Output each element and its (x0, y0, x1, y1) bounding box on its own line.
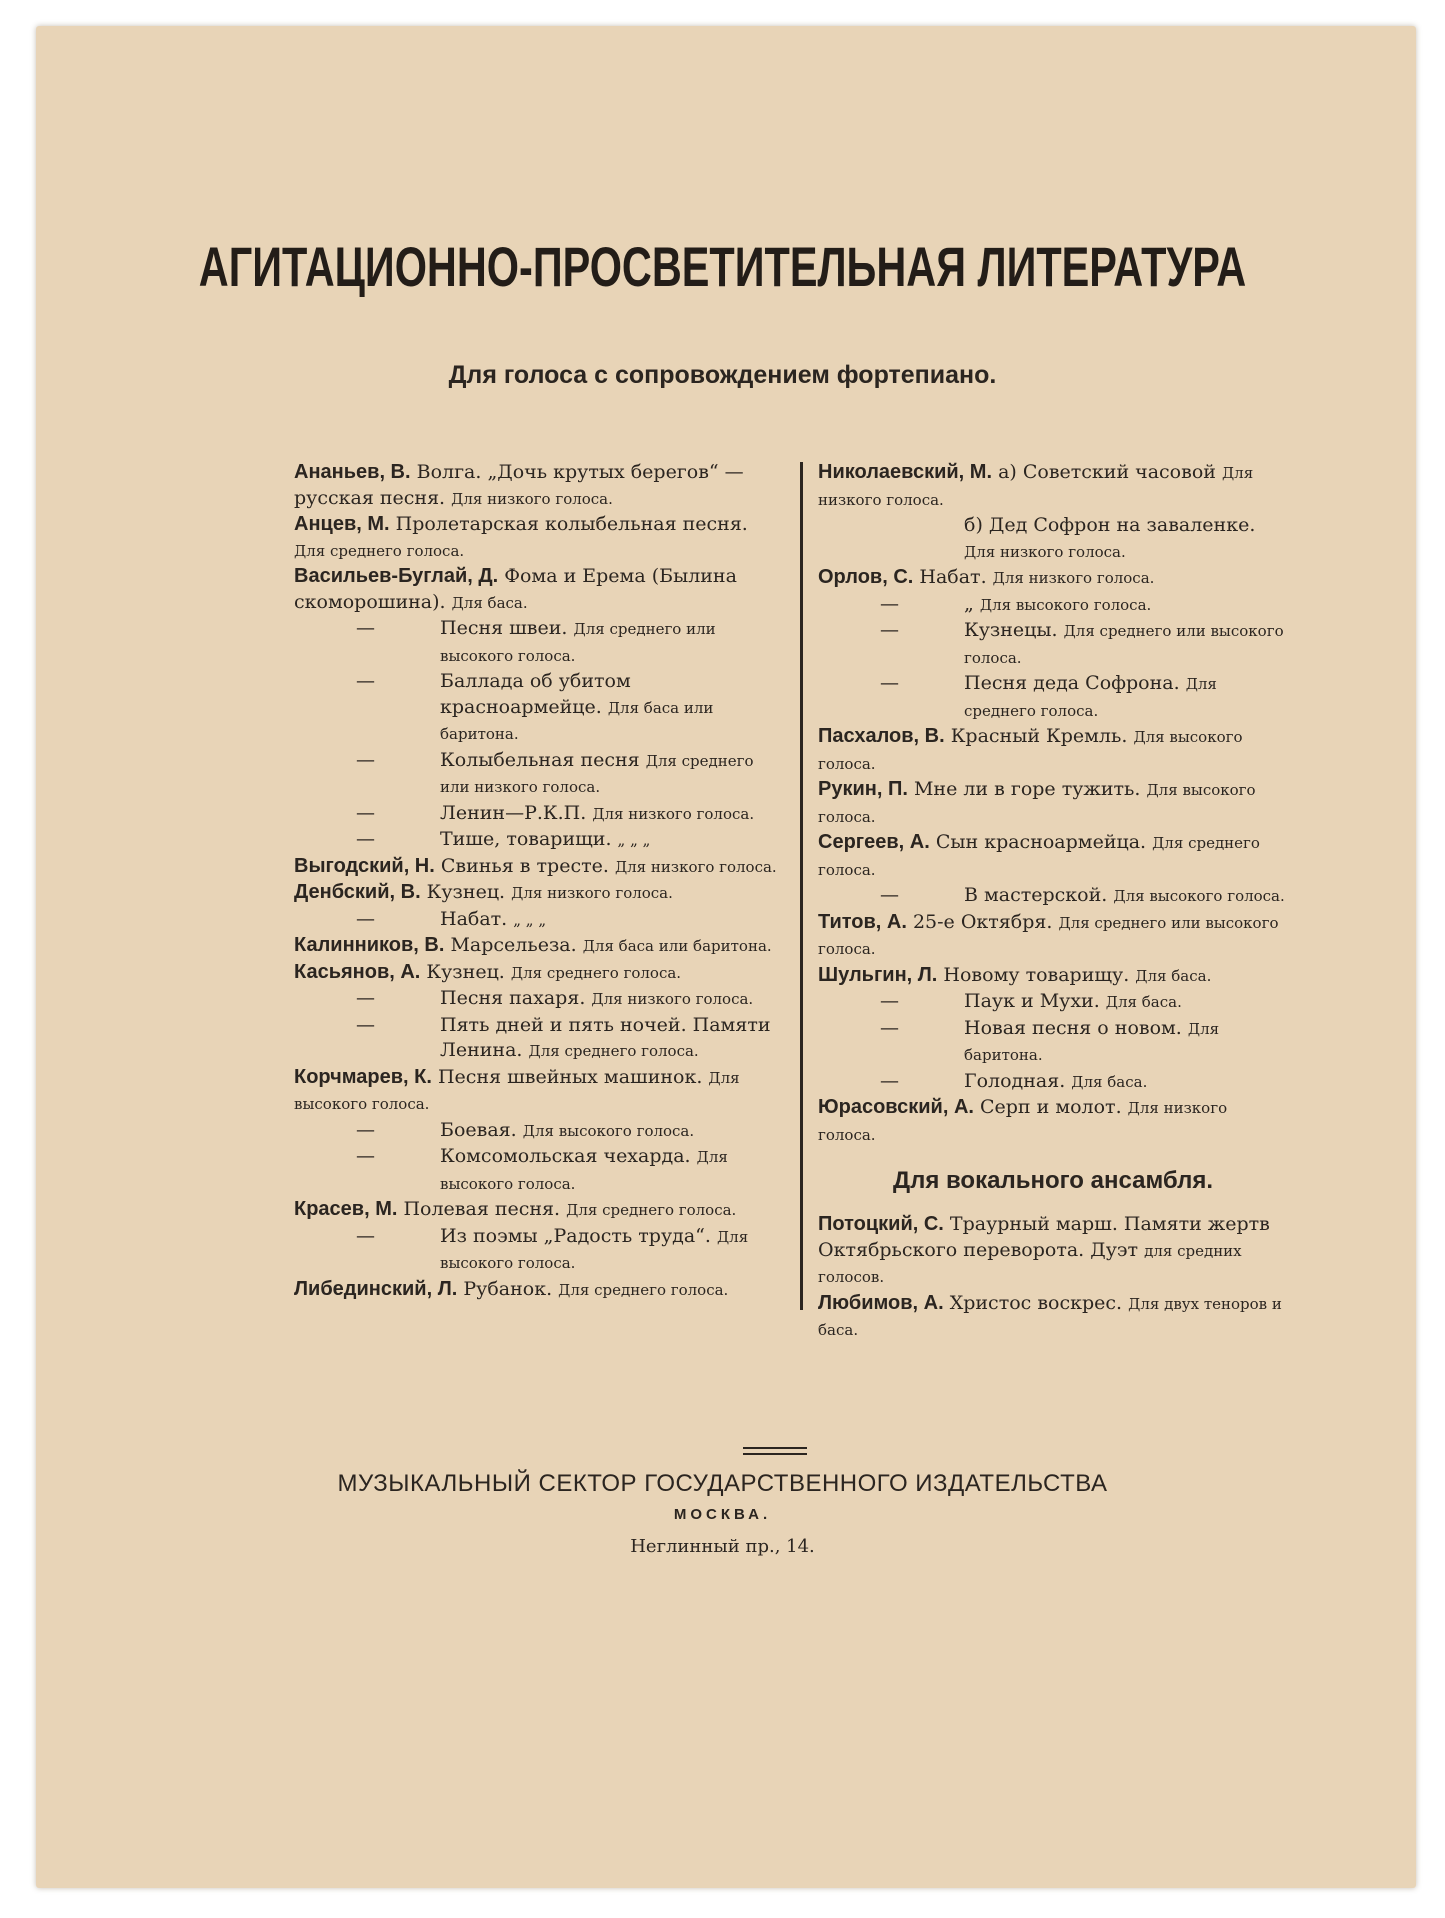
entry-work: Кузнец. (426, 881, 506, 903)
entry-work: Баллада об убитом красноармейце. (440, 670, 631, 718)
entry-voice: Для среднего голоса. (566, 1201, 737, 1219)
entry-voice: Для среднего или высокого голоса. (964, 622, 1284, 667)
entry-work: Траурный марш. Памяти жертв Октябрьского переворота. Дуэт (818, 1213, 1270, 1261)
entry-work: Голодная. (964, 1069, 1066, 1092)
entry-work: а) Советский часовой (998, 461, 1216, 483)
list-item (294, 1197, 784, 1224)
entry-work: Волга. „Дочь крутых берегов“ — русская песня. (294, 461, 744, 509)
list-item (294, 801, 784, 828)
entry-author: Любимов, А. (818, 1291, 944, 1314)
list-item (818, 883, 1288, 910)
list-item (818, 1095, 1288, 1148)
entry-work: Набат. (440, 907, 508, 930)
list-item (294, 854, 784, 881)
entry-voice: Для среднего голоса. (964, 675, 1217, 720)
list-item (818, 777, 1288, 830)
entry-author: Денбский, В. (294, 881, 421, 903)
ditto-dash: — (880, 619, 899, 641)
ditto-dash: — (880, 1069, 899, 1092)
entry-voice: Для низкого голоса. (818, 1099, 1228, 1144)
ditto-dash: — (356, 828, 375, 850)
entry-voice: Для низкого голоса. (591, 990, 754, 1008)
entry-voice: Для баса. (1071, 1072, 1148, 1091)
entry-voice: Для среднего голоса. (558, 1280, 729, 1299)
list-item (294, 1144, 784, 1197)
list-item (818, 963, 1288, 990)
entry-author: Пасхалов, В. (818, 725, 945, 747)
ditto-dash: — (356, 1224, 375, 1247)
footer-rule-bottom (743, 1453, 807, 1455)
ditto-dash: — (356, 1013, 375, 1036)
list-item (294, 1013, 784, 1065)
entry-author: Корчмарев, К. (294, 1065, 432, 1088)
right-column (818, 460, 1288, 1344)
entry-author: Сергеев, А. (818, 831, 930, 853)
entry-voice: „ „ „ (617, 831, 651, 849)
entry-voice: Для низкого голоса. (992, 569, 1155, 587)
list-item (818, 830, 1288, 883)
list-item (294, 564, 784, 616)
list-item (294, 960, 784, 987)
list-item (818, 1016, 1288, 1069)
entry-voice: Для среднего голоса. (528, 1042, 699, 1060)
entry-voice: Для среднего голоса. (818, 834, 1260, 879)
entry-work: Кузнецы. (964, 619, 1058, 641)
entry-voice: Для низкого голоса. (964, 542, 1126, 561)
entry-author: Шульгин, Л. (818, 963, 938, 986)
entry-author: Орлов, С. (818, 566, 914, 588)
entry-voice: Для низкого голоса. (614, 857, 777, 876)
entry-voice: Для среднего голоса. (510, 963, 682, 982)
entry-work: Мне ли в горе тужить. (913, 778, 1141, 800)
entry-voice: Для низкого голоса. (818, 464, 1254, 509)
entry-work: „ (964, 592, 974, 615)
list-item (294, 512, 784, 564)
entry-work: Серп и молот. (979, 1096, 1122, 1118)
publisher-address: Неглинный пр., 14. (630, 1536, 815, 1557)
entry-voice: Для среднего или низкого голоса. (440, 751, 754, 796)
entry-work: Пролетарская колыбельная песня. (395, 513, 748, 535)
page-title: АГИТАЦИОННО-ПРОСВЕТИТЕЛЬНАЯ ЛИТЕРАТУРА (198, 235, 1247, 298)
ensemble-heading: Для вокального ансамбля. (892, 1167, 1214, 1194)
list-item (818, 1069, 1288, 1096)
entry-work: Кузнец. (426, 960, 505, 983)
list-item (294, 616, 784, 669)
list-item (294, 1224, 784, 1277)
ditto-dash: — (880, 990, 899, 1012)
ditto-dash: — (880, 1016, 899, 1039)
list-item (818, 618, 1288, 671)
list-item (294, 827, 784, 854)
entry-author: Красев, М. (294, 1198, 398, 1220)
entry-author: Потоцкий, С. (818, 1213, 944, 1235)
entry-work: Комсомольская чехарда. (440, 1145, 691, 1167)
list-item (818, 513, 1288, 565)
entry-work: Ленин—Р.К.П. (440, 801, 587, 824)
entry-work: Боевая. (440, 1118, 517, 1141)
entry-voice: Для баса или баритона. (582, 937, 772, 955)
list-item (818, 460, 1288, 513)
entry-voice: Для баса. (1135, 966, 1212, 985)
entry-voice: Для баса. (1105, 993, 1182, 1011)
entry-work: Сын красноармейца. (935, 831, 1147, 853)
entry-author: Титов, А. (818, 910, 907, 933)
left-column (294, 460, 784, 1303)
ditto-dash: — (356, 1118, 375, 1141)
entry-work: Паук и Мухи. (964, 990, 1100, 1012)
entry-author: Анцев, М. (294, 513, 390, 535)
entry-voice: Для высокого голоса. (294, 1068, 740, 1113)
ditto-dash: — (880, 672, 899, 694)
entry-work: Свинья в тресте. (440, 854, 609, 877)
entry-work: б) Дед Софрон на заваленке. (964, 514, 1256, 536)
entry-work: Песня пахаря. (440, 987, 586, 1009)
ditto-dash: — (880, 884, 899, 906)
list-item (294, 460, 784, 512)
entry-voice: Для баса. (451, 593, 528, 612)
entry-author: Касьянов, А. (294, 960, 421, 983)
list-item (294, 1065, 784, 1118)
entry-work: Фома и Ерема (Былина скоморошина). (294, 565, 737, 613)
ditto-dash: — (356, 987, 375, 1009)
entry-work: Новому товарищу. (943, 963, 1130, 986)
entry-work: Красный Кремль. (950, 725, 1128, 747)
entry-voice: Для высокого голоса. (979, 595, 1152, 614)
list-item (818, 592, 1288, 619)
entry-voice: Для низкого голоса. (511, 884, 673, 902)
footer-rule-top (743, 1447, 807, 1449)
entry-work: Колыбельная песня (440, 748, 640, 771)
ditto-dash: — (356, 907, 375, 930)
entry-voice: Для среднего или высокого голоса. (440, 620, 716, 665)
list-item (818, 1212, 1288, 1291)
list-item (818, 989, 1288, 1016)
list-item (294, 907, 784, 934)
entry-work: Рубанок. (463, 1277, 553, 1300)
entry-work: Тише, товарищи. (440, 828, 612, 850)
entry-work: Из поэмы „Радость труда“. (440, 1224, 711, 1247)
entry-author: Юрасовский, А. (818, 1096, 974, 1118)
column-divider (800, 462, 803, 1310)
entry-work: 25-е Октября. (912, 910, 1053, 933)
list-item (818, 724, 1288, 777)
publisher-name: МУЗЫКАЛЬНЫЙ СЕКТОР ГОСУДАРСТВЕННОГО ИЗДАТЕЛЬСТВА (337, 1470, 1108, 1497)
entry-author: Выгодский, Н. (294, 854, 435, 877)
list-item (294, 748, 784, 801)
entry-work: Пять дней и пять ночей. Памяти Ленина. (440, 1013, 771, 1061)
entry-voice: Для высокого голоса. (440, 1227, 749, 1272)
entry-voice: Для двух теноров и баса. (818, 1294, 1282, 1339)
list-item (294, 1277, 784, 1304)
list-item (818, 671, 1288, 724)
entry-voice: Для высокого голоса. (1113, 887, 1285, 905)
entry-voice: Для среднего или высокого голоса. (818, 913, 1279, 958)
entry-voice: Для низкого голоса. (451, 489, 613, 508)
entry-author: Калинников, В. (294, 934, 445, 956)
entry-author: Ананьев, В. (294, 461, 411, 483)
list-item (294, 1118, 784, 1145)
entry-work: Полевая песня. (403, 1198, 561, 1220)
ditto-dash: — (356, 617, 375, 639)
entry-work: Христос воскрес. (949, 1291, 1123, 1314)
list-item (294, 880, 784, 907)
entry-voice: Для среднего голоса. (294, 541, 465, 560)
entry-voice: „ „ „ (513, 910, 547, 929)
entry-voice: Для высокого голоса. (522, 1121, 695, 1140)
entry-work: Песня деда Софрона. (964, 672, 1180, 694)
page-subtitle: Для голоса с сопровождением фортепиано. (448, 361, 997, 389)
entry-voice: Для баса или баритона. (440, 698, 714, 743)
ditto-dash: — (880, 592, 899, 615)
list-item (818, 910, 1288, 963)
list-item (818, 1291, 1288, 1344)
entry-voice: Для низкого голоса. (592, 804, 755, 823)
list-item (294, 933, 784, 960)
ditto-dash: — (356, 1145, 375, 1167)
entry-author: Либединский, Л. (294, 1277, 458, 1300)
entry-work: Новая песня о новом. (964, 1016, 1182, 1039)
list-item (294, 986, 784, 1013)
ditto-dash: — (356, 670, 375, 692)
entry-voice: Для высокого голоса. (818, 728, 1243, 773)
entry-work: В мастерской. (964, 884, 1108, 906)
entry-voice: для средних голосов. (818, 1241, 1242, 1286)
list-item (294, 669, 784, 748)
entry-work: Песня швейных машинок. (437, 1065, 703, 1088)
entry-voice: Для баритона. (964, 1019, 1220, 1064)
entry-author: Рукин, П. (818, 778, 908, 800)
entry-work: Марсельеза. (450, 934, 577, 956)
entry-voice: Для высокого голоса. (818, 781, 1256, 826)
entry-work: Песня швеи. (440, 617, 568, 639)
entry-work: Набат. (919, 566, 987, 588)
publisher-city: МОСКВА. (673, 1506, 772, 1523)
list-item (818, 565, 1288, 592)
ditto-dash: — (356, 748, 375, 771)
entry-author: Николаевский, М. (818, 461, 993, 483)
entry-author: Васильев-Буглай, Д. (294, 565, 499, 587)
entry-voice: Для высокого голоса. (440, 1148, 728, 1193)
ditto-dash: — (356, 801, 375, 824)
